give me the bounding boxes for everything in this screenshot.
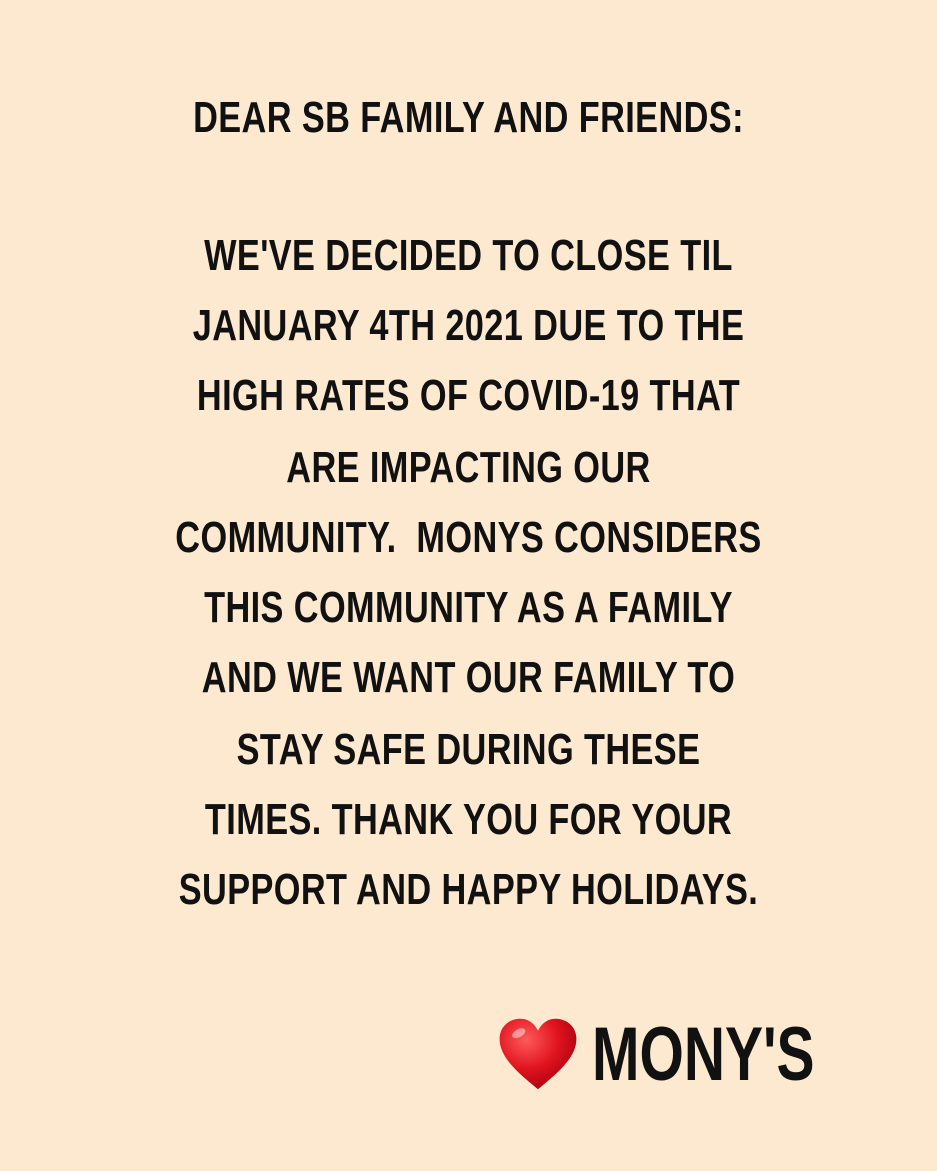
greeting: DEAR SB FAMILY AND FRIENDS: [193,93,744,142]
signature-text: MONY'S [592,1012,815,1097]
signature [492,1010,872,1100]
notice-line: SUPPORT AND HAPPY HOLIDAYS. [178,865,759,914]
notice-line: WE'VE DECIDED TO CLOSE TIL [204,231,733,280]
notice-line: AND WE WANT OUR FAMILY TO [201,653,736,702]
notice-line: THIS COMMUNITY AS A FAMILY [204,583,733,632]
red-heart-icon [498,1016,578,1092]
notice-line: ARE IMPACTING OUR [286,443,651,492]
notice-line: HIGH RATES OF COVID-19 THAT [196,371,741,420]
notice-line: STAY SAFE DURING THESE [236,725,701,774]
notice-line: TIMES. THANK YOU FOR YOUR [204,795,733,844]
notice-line: JANUARY 4TH 2021 DUE TO THE [192,301,745,350]
notice-line: COMMUNITY. MONYS CONSIDERS [175,513,762,562]
